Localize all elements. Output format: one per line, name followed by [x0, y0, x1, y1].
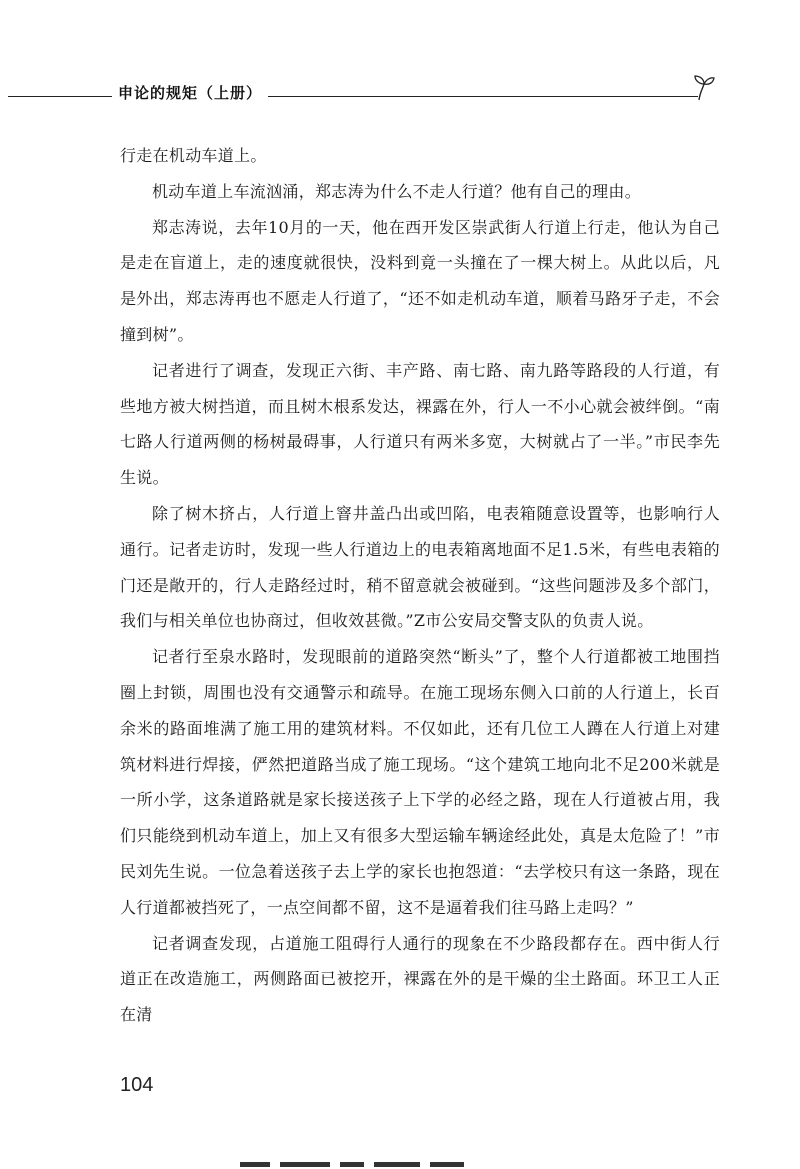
running-header-title: 申论的规矩（上册） — [118, 84, 263, 102]
running-header — [0, 72, 800, 108]
page-number: 104 — [120, 1074, 154, 1096]
paragraph: 记者行至泉水路时，发现眼前的道路突然“断头”了，整个人行道都被工地围挡圈上封锁，周围也没有交通警示和疏导。在施工现场东侧入口前的人行道上，长百余米的路面堆满了施工用的建筑材料。不仅如此，还有几位工人蹲在人行道上对建筑材料进行焊接，俨然把道路当成了施工现场。“这个建筑工地向北不足200米就是一所小学，这条道路就是家长接送孩子上下学的必经之路，现在人行道被占用，我们只能绕到机动车道上，加上又有很多大型运输车辆途经此处，真是太危险了！”市民刘先生说。一位急着送孩子去上学的家长也抱怨道：“去学校只有这一条路，现在人行道都被挡死了，一点空间都不留，这不是逼着我们往马路上走吗？” — [120, 647, 720, 917]
paragraph: 记者进行了调查，发现正六街、丰产路、南七路、南九路等路段的人行道，有些地方被大树挡道，而且树木根系发达，裸露在外，行人一不小心就会被绊倒。“南七路人行道两侧的杨树最碍事，人行道只有两米多宽，大树就占了一半。”市民李先生说。 — [120, 360, 720, 488]
paragraph: 除了树木挤占，人行道上窨井盖凸出或凹陷，电表箱随意设置等，也影响行人通行。记者走访时，发现一些人行道边上的电表箱离地面不足1.5米，有些电表箱的门还是敞开的，行人走路经过时，稍不留意就会被碰到。“这些问题涉及多个部门，我们与相关单位也协商过，但收效甚微。”Z市公安局交警支队的负责人说。 — [120, 503, 720, 631]
header-rule-left — [8, 96, 112, 97]
paragraph: 记者调查发现，占道施工阻碍行人通行的现象在不少路段都存在。西中街人行道正在改造施工，两侧路面已被挖开，裸露在外的是干燥的尘土路面。环卫工人正在清 — [120, 933, 720, 1025]
paragraph: 郑志涛说，去年10月的一天，他在西开发区崇武街人行道上行走，他认为自己是走在盲道上，走的速度就很快，没料到竟一头撞在了一棵大树上。从此以后，凡是外出，郑志涛再也不愿走人行道了，“还不如走机动车道，顺着马路牙子走，不会撞到树”。 — [120, 217, 720, 344]
paragraph: 机动车道上车流汹涌，郑志涛为什么不走人行道？他有自己的理由。 — [152, 181, 642, 201]
sprout-icon — [690, 72, 716, 102]
paragraph-continuation: 行走在机动车道上。 — [120, 146, 267, 165]
footer-cropped-text — [240, 1160, 470, 1169]
article-body — [120, 138, 720, 1033]
header-rule-right — [268, 96, 698, 97]
